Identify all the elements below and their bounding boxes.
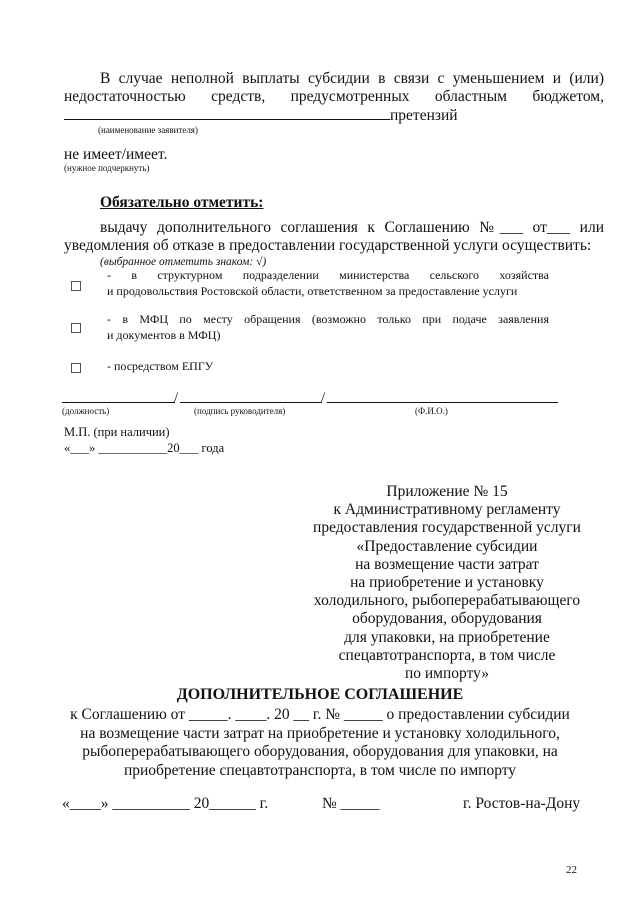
sig-position-label: (должность) (62, 406, 110, 416)
sig-fio-label: (Ф.И.О.) (415, 406, 448, 416)
agreement-title: ДОПОЛНИТЕЛЬНОЕ СОГЛАШЕНИЕ (176, 686, 464, 703)
appendix-line: на приобретение и установку (350, 574, 544, 592)
page-number: 22 (566, 864, 577, 876)
appendix-block (304, 483, 590, 683)
option2-line2: и документов в МФЦ) (107, 328, 221, 342)
agreement-subtitle-line: к Соглашению от _____. ____. 20 __ г. № _____ о предоставлении субсидии (70, 706, 570, 723)
choose-hint: (выбранное отметить знаком: √) (100, 256, 267, 268)
signature-field[interactable] (180, 402, 322, 403)
must-note-heading: Обязательно отметить: (100, 194, 264, 211)
agreement-subtitle-line: на возмещение части затрат на приобретение и установку холодильного, (80, 724, 560, 742)
option1-checkbox[interactable] (71, 281, 81, 291)
appendix-line: оборудования, оборудования (352, 610, 542, 628)
para1-line2: недостаточностью средств, предусмотренных областным бюджетом, (64, 88, 604, 105)
applicant-line[interactable] (64, 106, 458, 125)
note-underline: (нужное подчеркнуть) (64, 163, 150, 173)
agreement-date-field[interactable]: «____» __________ 20______ г. (62, 795, 269, 812)
agreement-subtitle-line: приобретение спецавтотранспорта, в том числе по импорту (123, 761, 517, 779)
appendix-line: «Предоставление субсидии (356, 537, 538, 555)
option3-text: - посредством ЕПГУ (107, 359, 214, 373)
agreement-number-field[interactable]: № _____ (322, 795, 380, 812)
appendix-line: к Административному регламенту (333, 501, 561, 519)
agreement-subtitle-line: рыбоперерабатывающего оборудования, оборудования для упаковки, на (82, 743, 558, 760)
appendix-line: на возмещение части затрат (355, 555, 539, 573)
ne-imeet-text: не имеет/имеет. (64, 146, 168, 163)
appendix-line: предоставления государственной услуги (313, 519, 581, 537)
option2-line1: - в МФЦ по месту обращения (возможно только при подаче заявления (107, 312, 549, 326)
option1-line1: - в структурном подразделении министерства сельского хозяйства (107, 268, 549, 282)
slash-2: / (321, 390, 326, 406)
note-applicant: (наименование заявителя) (98, 125, 198, 135)
agreement-city: г. Ростов-на-Дону (463, 795, 581, 812)
pretenziy-text: претензий (390, 107, 458, 124)
appendix-line: Приложение № 15 (386, 483, 508, 500)
appendix-line: по импорту» (404, 665, 490, 683)
position-field[interactable] (62, 402, 175, 403)
agreement-subtitle (40, 706, 600, 780)
applicant-underline[interactable] (64, 106, 390, 120)
appendix-line: холодильного, рыбоперерабатывающего (313, 592, 581, 610)
para1-line1: В случае неполной выплаты субсидии в связи с уменьшением и (или) (100, 70, 604, 87)
appendix-line: для упаковки, на приобретение (344, 628, 550, 646)
mp-text: М.П. (при наличии) (64, 425, 170, 439)
sig-signature-label: (подпись руководителя) (194, 406, 286, 416)
option2-checkbox[interactable] (71, 323, 81, 333)
slash-1: / (174, 390, 179, 406)
option1-line2: и продовольствия Ростовской области, ответственном за предоставление услуги (107, 284, 518, 298)
fio-field[interactable] (327, 402, 558, 403)
date-line[interactable]: «___» ___________20___ года (64, 441, 225, 455)
para2-line2: уведомления об отказе в предоставлении государственной услуги осуществить: (64, 237, 592, 254)
para2-line1: выдачу дополнительного соглашения к Соглашению №___ от___ или (100, 219, 604, 236)
appendix-line: спецавтотранспорта, в том числе (338, 646, 556, 664)
option3-checkbox[interactable] (71, 363, 81, 373)
